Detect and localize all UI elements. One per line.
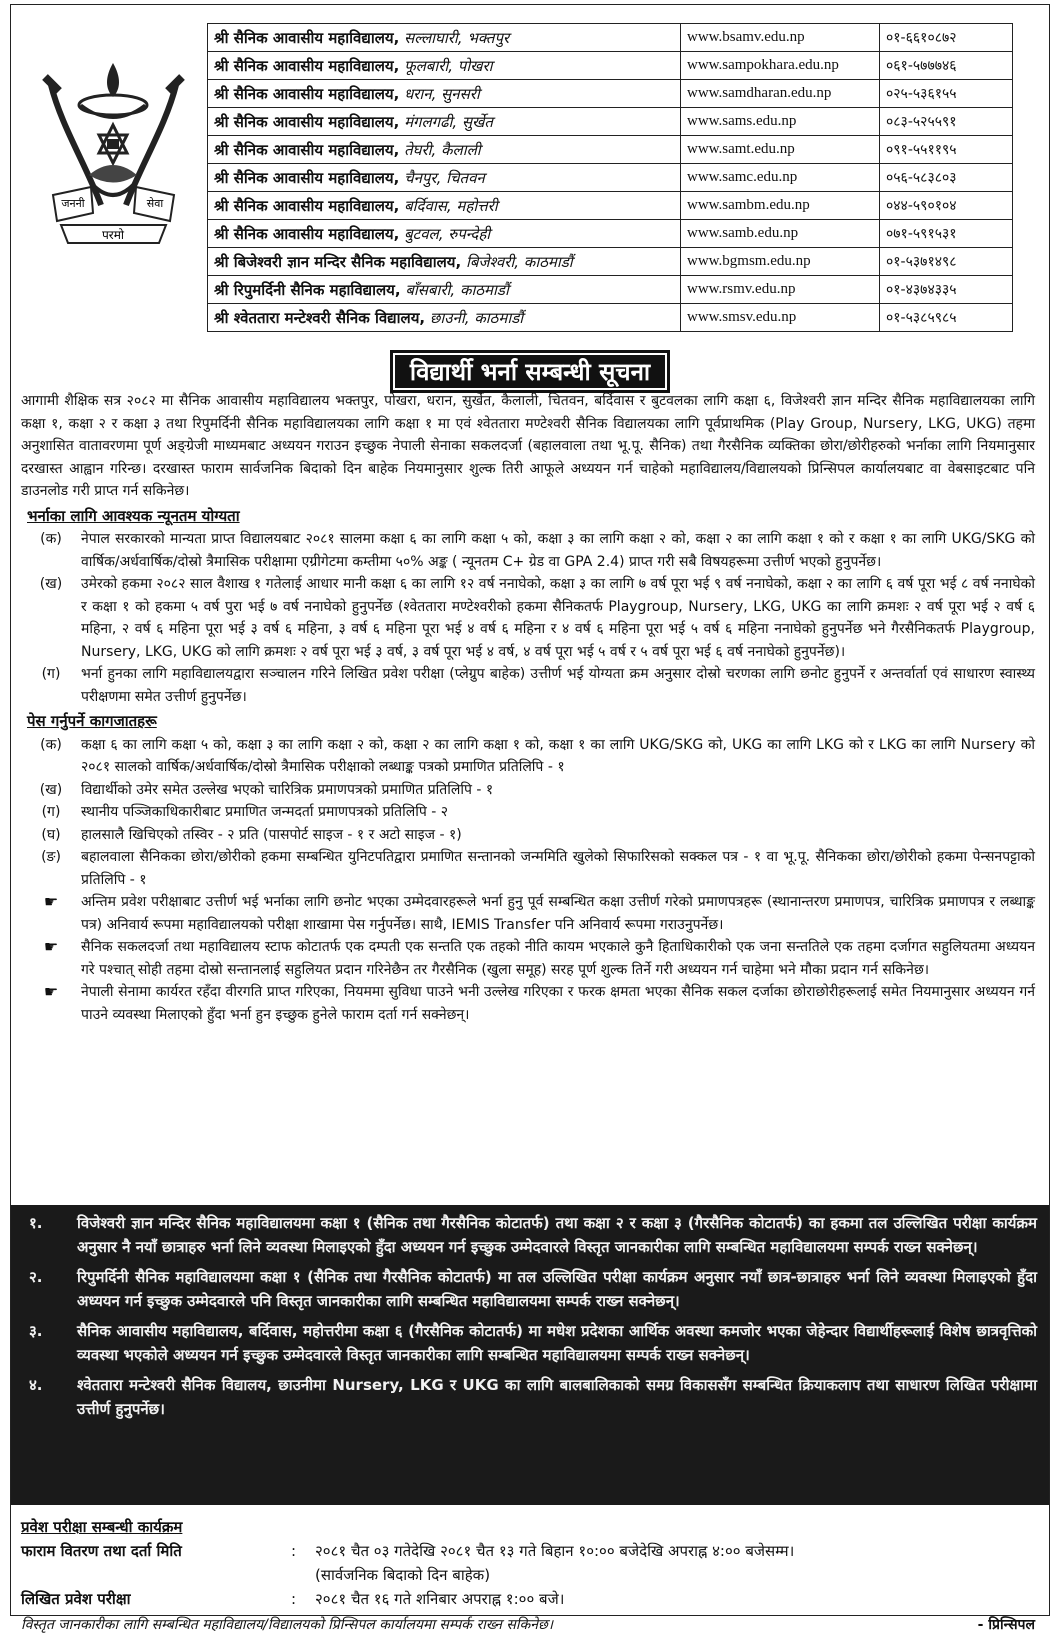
college-place: सल्लाघारी, भक्तपुर — [404, 28, 510, 47]
college-row — [208, 108, 1013, 136]
college-name: श्री सैनिक आवासीय महाविद्यालय, — [214, 224, 400, 243]
qualification-item-text: भर्ना हुनका लागि महाविद्यालयद्वारा सञ्चालन गरिने लिखित प्रवेश परीक्षा (प्लेग्रुप बाहेक) उत्तीर्ण भई योग्यता क्रम अनुसार दोस्रो चरणका लागि छनोट हुनुपर्ने र अन्तर्वार्ता एवं साधारण स्वास्थ्य परीक्षणमा समेत उत्तीर्ण हुनुपर्नेछ। — [81, 666, 1035, 705]
college-row — [208, 24, 1013, 52]
note-item — [21, 936, 1035, 981]
document-item — [21, 846, 1035, 891]
document-item-label: (घ) — [41, 826, 61, 843]
college-phone: ०२५-५३६१५५ — [880, 80, 1013, 108]
schedule-value: २०८१ चैत ०३ गतेदेखि २०८१ चैत १३ गते बिहान १०:०० बजेदेखि अपराह्न ४:०० बजेसम्म। — [315, 1542, 795, 1560]
note-text: अन्तिम प्रवेश परीक्षाबाट उत्तीर्ण भई भर्नाका लागि छनोट भएका उम्मेदवारहरूले भर्ना हुनु पूर्व सम्बन्धित कक्षा उत्तीर्ण गरेको प्रमाणपत्रहरू (स्थानान्तरण प्रमाणपत्र, चारित्रिक प्रमाणपत्र र लब्धाङ्क पत्र) अनिवार्य रूपमा महाविद्यालयको परीक्षा शाखामा पेस गर्नुपर्नेछ। साथै, IEMIS Transfer पनि अनिवार्य रूपमा गराउनुपर्नेछ। — [81, 894, 1035, 933]
college-name-cell — [208, 276, 681, 304]
qualification-item — [21, 663, 1035, 708]
note-text: नेपाली सेनामा कार्यरत रहँदा वीरगति प्राप्त गरिएका, नियममा सुविधा पाउने भनी उल्लेख गरिएका र फरक क्षमता भएका सैनिक सकल दर्जाका छोराछोरीहरूलाई समेत नियमानुसार अध्ययन गर्न पाउने व्यवस्था मिलाएको हुँदा भर्ना हुन इच्छुक हुनेले फाराम दर्ता गर्न सक्नेछन्। — [81, 984, 1035, 1023]
highlight-item-text: विजेश्वरी ज्ञान मन्दिर सैनिक महाविद्यालयमा कक्षा १ (सैनिक तथा गैरसैनिक कोटातर्फ) तथा कक्षा २ र कक्षा ३ (गैरसैनिक कोटातर्फ) का हकमा तल उल्लिखित परीक्षा कार्यक्रम अनुसार नै नयाँ छात्राहरु भर्ना लिने व्यवस्था मिलाइएको हुँदा अध्ययन गर्न इच्छुक उम्मेदवारले विस्तृत जानकारीका लागि सम्बन्धित महाविद्यालयमा सम्पर्क राख्न सक्नेछन्। — [77, 1214, 1037, 1256]
college-website: www.samb.edu.np — [681, 220, 880, 248]
schedule-row — [21, 1587, 1035, 1611]
college-website: www.sampokhara.edu.np — [681, 52, 880, 80]
section-qualification-heading: भर्नाका लागि आवश्यक न्यूनतम योग्यता — [27, 506, 240, 525]
college-place: बाँसबारी, काठमाडौं — [405, 280, 509, 299]
army-emblem-icon — [31, 55, 196, 255]
schedule-subnote: (सार्वजनिक बिदाको दिन बाहेक) — [315, 1566, 491, 1584]
college-name: श्री सैनिक आवासीय महाविद्यालय, — [214, 168, 400, 187]
document-item-label: (क) — [40, 736, 62, 753]
qualification-item-label: (क) — [40, 531, 62, 547]
exam-schedule — [21, 1515, 1035, 1637]
svg-text:सेवा: सेवा — [146, 197, 164, 210]
document-item-label: (ङ) — [41, 849, 61, 865]
college-phone: ०५६-५८३८०३ — [880, 164, 1013, 192]
college-name: श्री सैनिक आवासीय महाविद्यालय, — [214, 84, 400, 103]
college-website: www.samt.edu.np — [681, 136, 880, 164]
footer-note: विस्तृत जानकारीका लागि सम्बन्धित महाविद्यालय/विद्यालयको प्रिन्सिपल कार्यालयमा सम्पर्क राख्न सकिनेछ। — [21, 1617, 554, 1633]
signature: - प्रिन्सिपल — [977, 1617, 1035, 1633]
college-phone: ०९१-५५११९५ — [880, 136, 1013, 164]
highlight-item-label: ३. — [29, 1322, 43, 1340]
college-row — [208, 220, 1013, 248]
college-website: www.rsmv.edu.np — [681, 276, 880, 304]
notice-title-wrap — [11, 350, 1049, 393]
college-place: चैनपुर, चितवन — [404, 168, 485, 187]
note-item — [21, 891, 1035, 936]
college-name-cell — [208, 136, 681, 164]
highlight-item-label: १. — [29, 1214, 43, 1232]
notice-body — [21, 390, 1035, 1026]
college-table — [207, 23, 1013, 332]
schedule-value-wrap — [315, 1539, 1035, 1587]
pointing-hand-icon: ☛ — [43, 892, 59, 911]
document-item-text: स्थानीय पञ्जिकाधिकारीबाट प्रमाणित जन्मदर्ता प्रमाणपत्रको प्रतिलिपि - २ — [81, 804, 449, 820]
college-name: श्री श्वेततारा मन्टेश्वरी सैनिक विद्यालय, — [214, 308, 426, 327]
college-phone: ०७१-५९१५३१ — [880, 220, 1013, 248]
college-phone: ०१-६६१०८७२ — [880, 24, 1013, 52]
qualification-item — [21, 528, 1035, 573]
college-name: श्री सैनिक आवासीय महाविद्यालय, — [214, 56, 400, 75]
qualification-item-label: (ख) — [39, 576, 63, 592]
qualification-item-text: नेपाल सरकारको मान्यता प्राप्त विद्यालयबाट २०८१ सालमा कक्षा ६ का लागि कक्षा ५ को, कक्षा ३ का लागि कक्षा २ को, कक्षा २ का लागि कक्षा १ को र कक्षा १ का लागि UKG/SKG को वार्षिक/अर्धवार्षिक/दोस्रो त्रैमासिक परीक्षामा एग्रीगेटमा कम्तीमा ५०% अङ्क ( न्यूनतम C+ ग्रेड वा GPA 2.4) प्राप्त गरी सबै विषयहरूमा उत्तीर्ण भएको हुनुपर्नेछ। — [81, 531, 1035, 570]
document-item-text: विद्यार्थीको उमेर समेत उल्लेख भएको चारित्रिक प्रमाणपत्रको प्रमाणित प्रतिलिपि - १ — [81, 781, 494, 798]
college-phone: ०१-५३७१४९८ — [880, 248, 1013, 276]
highlight-item-text: श्वेततारा मन्टेश्वरी सैनिक विद्यालय, छाउनीमा Nursery, LKG र UKG का लागि बालबालिकाको समग्र विकाससँग सम्बन्धित क्रियाकलाप तथा साधारण लिखित परीक्षामा उत्तीर्ण हुनुपर्नेछ। — [77, 1376, 1037, 1418]
college-name: श्री बिजेश्वरी ज्ञान मन्दिर सैनिक महाविद्यालय, — [214, 252, 462, 271]
intro-paragraph: आगामी शैक्षिक सत्र २०८२ मा सैनिक आवासीय महाविद्यालय भक्तपुर, पोखरा, धरान, सुर्खेत, कैलाली, चितवन, बर्दिवास र बुटवलका लागि कक्षा ६, विजेश्वरी ज्ञान मन्दिर सैनिक महाविद्यालयका लागि कक्षा १, कक्षा २ र कक्षा ३ तथा रिपुमर्दिनी सैनिक महाविद्यालयका लागि कक्षा १ मा एवं श्वेततारा मण्टेश्वरी सैनिक विद्यालयका लागि पूर्वप्राथमिक (Play Group, Nursery, LKG, UKG) तहमा अनुशासित वातावरणमा पूर्ण अङ्ग्रेजी माध्यमबाट अध्ययन गराउन इच्छुक नेपाली सेनाका सकलदर्जा (बहालवाला तथा भू.पू. सैनिक) तथा गैरसैनिक व्यक्तिका छोरा/छोरीहरुको भर्नाका लागि नियमानुसार दरखास्त आह्वान गरिन्छ। दरखास्त फाराम सार्वजनिक बिदाको दिन बाहेक नियमानुसार शुल्क तिरी आफूले अध्ययन गर्न चाहेको महाविद्यालय/विद्यालयको प्रिन्सिपल कार्यालयबाट वा वेबसाइटबाट पनि डाउनलोड गरी प्राप्त गर्न सकिनेछ। — [21, 393, 1035, 499]
pointing-hand-icon: ☛ — [43, 937, 59, 956]
college-row — [208, 192, 1013, 220]
document-item-text: बहालवाला सैनिकका छोरा/छोरीको हकमा सम्बन्धित युनिटपतिद्वारा प्रमाणित सन्तानको जन्ममिति खुलेको सिफारिसको सक्कल पत्र - १ वा भू.पू. सैनिकका छोरा/छोरीको हकमा पेन्सनपट्टाको प्रतिलिपि - १ — [81, 849, 1035, 888]
college-name-cell — [208, 80, 681, 108]
college-place: फूलबारी, पोखरा — [404, 56, 493, 75]
college-place: बिजेश्वरी, काठमाडौं — [465, 252, 573, 271]
document-item — [21, 801, 1035, 824]
schedule-row — [21, 1539, 1035, 1587]
college-website: www.bsamv.edu.np — [681, 24, 880, 52]
college-phone: ०१-५३८५९८५ — [880, 304, 1013, 332]
college-place: बुटवल, रुपन्देही — [404, 224, 491, 243]
qualification-item-text: उमेरको हकमा २०८२ साल वैशाख १ गतेलाई आधार मानी कक्षा ६ का लागि १२ वर्ष ननाघेको, कक्षा ३ का लागि ७ वर्ष पूरा भई ९ वर्ष ननाघेको, कक्षा २ का लागि ६ वर्ष पूरा भई ८ वर्ष ननाघेको र कक्षा १ को हकमा ५ वर्ष पुरा भई ७ वर्ष ननाघेको हुनुपर्नेछ (श्वेततारा मण्टेश्वरीको हकमा सैनिकतर्फ Playgroup, Nursery, LKG, UKG का लागि क्रमशः २ वर्ष पूरा भई २ वर्ष ६ महिना, २ वर्ष ६ महिना पूरा भई ३ वर्ष ६ महिना, ३ वर्ष ६ महिना पूरा भई ४ वर्ष ६ महिना र ४ वर्ष ६ महिना पूरा भई ५ वर्ष ६ महिना ननाघेको हुनुपर्नेछ भने गैरसैनिकतर्फ Playgroup, Nursery, LKG, UKG को लागि क्रमशः २ वर्ष पूरा भई ३ वर्ष, ३ वर्ष पूरा भई ४ वर्ष, ४ वर्ष पूरा भई ५ वर्ष र ५ वर्ष पूरा भई ६ वर्ष ननाघेको हुनुपर्नेछ)। — [81, 576, 1035, 660]
document-item-label: (ख) — [39, 781, 63, 798]
svg-text:जननी: जननी — [61, 197, 85, 210]
section-documents-heading: पेस गर्नुपर्ने कागजातहरू — [27, 712, 157, 730]
college-row — [208, 248, 1013, 276]
college-name-cell — [208, 108, 681, 136]
college-row — [208, 164, 1013, 192]
college-name: श्री रिपुमर्दिनी सैनिक महाविद्यालय, — [214, 280, 401, 299]
college-name: श्री सैनिक आवासीय महाविद्यालय, — [214, 112, 400, 131]
college-website: www.samdharan.edu.np — [681, 80, 880, 108]
college-place: छाउनी, काठमाडौं — [429, 308, 524, 327]
document-item — [21, 734, 1035, 779]
schedule-value: २०८१ चैत १६ गते शनिबार अपराह्न १:०० बजे। — [315, 1590, 565, 1608]
highlight-box — [11, 1205, 1049, 1505]
schedule-colon: : — [291, 1590, 297, 1608]
pointing-hand-icon: ☛ — [43, 982, 59, 1001]
schedule-value-wrap — [315, 1587, 1035, 1611]
highlight-item — [19, 1319, 1037, 1367]
college-name: श्री सैनिक आवासीय महाविद्यालय, — [214, 140, 400, 159]
college-place: मंगलगढी, सुर्खेत — [404, 112, 493, 131]
note-item — [21, 981, 1035, 1026]
svg-text:परमो: परमो — [101, 228, 125, 242]
college-place: तेघरी, कैलाली — [404, 140, 481, 159]
college-website: www.sambm.edu.np — [681, 192, 880, 220]
college-row — [208, 52, 1013, 80]
college-name-cell — [208, 164, 681, 192]
college-phone: ०८३-५२५५९१ — [880, 108, 1013, 136]
qualification-item — [21, 573, 1035, 663]
document-item-text: हालसालै खिचिएको तस्विर - २ प्रति (पासपोर्ट साइज - १ र अटो साइज - १) — [81, 826, 462, 843]
document-item — [21, 779, 1035, 802]
college-row — [208, 80, 1013, 108]
college-name-cell — [208, 248, 681, 276]
college-phone: ०६१-५७७७४६ — [880, 52, 1013, 80]
college-name-cell — [208, 304, 681, 332]
college-row — [208, 276, 1013, 304]
highlight-item — [19, 1265, 1037, 1313]
college-name: श्री सैनिक आवासीय महाविद्यालय, — [214, 196, 400, 215]
highlight-item-label: २. — [29, 1268, 43, 1286]
schedule-key: लिखित प्रवेश परीक्षा — [21, 1590, 131, 1608]
highlight-item — [19, 1373, 1037, 1421]
college-name-cell — [208, 24, 681, 52]
college-website: www.smsv.edu.np — [681, 304, 880, 332]
note-text: सैनिक सकलदर्जा तथा महाविद्यालय स्टाफ कोटातर्फ एक दम्पती एक सन्तति एक तहको नीति कायम भएकाले कुनै हिताधिकारीको एक जना सन्ततिले एक तहमा दर्जागत सहुलियतमा अध्ययन गरे पश्चात् सोही तहमा दोस्रो सन्तानलाई सहुलियत प्रदान गरिनेछैन तर गैरसैनिक (खुला समूह) सरह पूर्ण शुल्क तिर्ने गरी अध्ययन गर्न चाहेमा भने मौका प्रदान गर्न सकिनेछ। — [81, 939, 1035, 978]
highlight-item-text: सैनिक आवासीय महाविद्यालय, बर्दिवास, महोत्तरीमा कक्षा ६ (गैरसैनिक कोटातर्फ) मा मधेश प्रदेशका आर्थिक अवस्था कमजोर भएका जेहेन्दार विद्यार्थीहरूलाई विशेष छात्रवृत्तिको व्यवस्था भएकोले अध्ययन गर्न इच्छुक उम्मेदवारले विस्तृत जानकारीका लागि सम्बन्धित महाविद्यालयमा सम्पर्क राख्न सक्नेछन्। — [77, 1322, 1037, 1364]
notice-page — [10, 4, 1050, 1633]
highlight-item-label: ४. — [29, 1376, 43, 1394]
college-place: धरान, सुनसरी — [404, 84, 480, 103]
document-item — [21, 824, 1035, 847]
college-name-cell — [208, 52, 681, 80]
college-website: www.bgmsm.edu.np — [681, 248, 880, 276]
highlight-item-text: रिपुमर्दिनी सैनिक महाविद्यालयमा कक्षा १ (सैनिक तथा गैरसैनिक कोटातर्फ) मा तल उल्लिखित परीक्षा कार्यक्रम अनुसार नयाँ छात्र-छात्राहरु भर्ना लिने व्यवस्था मिलाइएको हुँदा अध्ययन गर्न इच्छुक उम्मेदवारले पनि विस्तृत जानकारीका लागि सम्बन्धित महाविद्यालयमा सम्पर्क राख्न सक्नेछन्। — [77, 1268, 1037, 1310]
header — [11, 5, 1049, 386]
college-name-cell — [208, 220, 681, 248]
college-website: www.samc.edu.np — [681, 164, 880, 192]
qualification-item-label: (ग) — [41, 666, 61, 682]
college-row — [208, 136, 1013, 164]
college-row — [208, 304, 1013, 332]
college-website: www.sams.edu.np — [681, 108, 880, 136]
college-name-cell — [208, 192, 681, 220]
college-place: बर्दिवास, महोत्तरी — [404, 196, 498, 215]
document-item-text: कक्षा ६ का लागि कक्षा ५ को, कक्षा ३ का लागि कक्षा २ को, कक्षा २ का लागि कक्षा १ को, कक्षा १ का लागि UKG/SKG को, UKG का लागि LKG को र LKG का लागि Nursery को २०८१ सालको वार्षिक/अर्धवार्षिक/दोस्रो त्रैमासिक परीक्षाको लब्धाङ्क पत्रको प्रमाणित प्रतिलिपि - १ — [81, 736, 1035, 775]
schedule-colon: : — [291, 1542, 297, 1560]
college-name: श्री सैनिक आवासीय महाविद्यालय, — [214, 28, 400, 47]
notice-title: विद्यार्थी भर्ना सम्बन्धी सूचना — [390, 350, 670, 393]
schedule-heading: प्रवेश परीक्षा सम्बन्धी कार्यक्रम — [21, 1518, 183, 1536]
footer — [21, 1613, 1035, 1637]
schedule-key: फाराम वितरण तथा दर्ता मिति — [21, 1542, 182, 1560]
college-phone: ०१-४३७४३३५ — [880, 276, 1013, 304]
document-item-label: (ग) — [41, 804, 61, 820]
highlight-item — [19, 1211, 1037, 1259]
college-phone: ०४४-५९०१०४ — [880, 192, 1013, 220]
